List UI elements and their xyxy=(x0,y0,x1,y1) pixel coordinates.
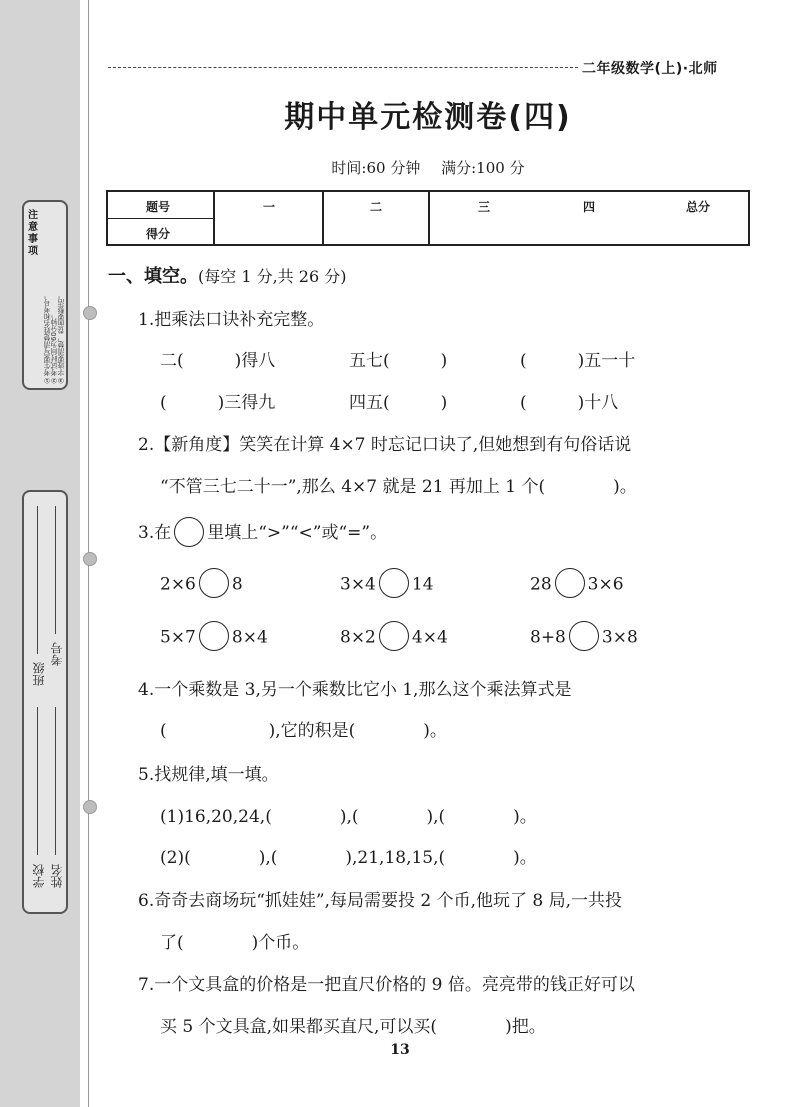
q1-blank-item[interactable]: ( )十八 xyxy=(520,393,619,413)
q5-line-1[interactable]: (1)16,20,24,( ),( ),( )。 xyxy=(160,807,537,827)
q5-line-2[interactable]: (2)( ),( ),21,18,15,( )。 xyxy=(160,848,537,868)
compare-left: 8+8 xyxy=(530,627,566,648)
name-label: 姓名 xyxy=(50,864,64,888)
q6-line-2[interactable]: 了( )个币。 xyxy=(160,933,310,953)
q2-line-1: 2.【新角度】笑笑在计算 4×7 时忘记口诀了,但她想到有句俗话说 xyxy=(138,435,632,455)
col-header-total: 总分 xyxy=(686,200,711,214)
table-divider xyxy=(213,192,215,244)
table-divider xyxy=(322,192,324,244)
compare-circle[interactable] xyxy=(379,568,409,598)
class-write-line[interactable] xyxy=(37,506,38,654)
q2-line-2[interactable]: “不管三七二十一”,那么 4×7 就是 21 再加上 1 个( )。 xyxy=(160,477,637,497)
compare-circle[interactable] xyxy=(199,568,229,598)
exam-number-write-line[interactable] xyxy=(55,506,56,634)
binding-margin xyxy=(0,0,80,1107)
score-table xyxy=(106,190,750,246)
q3-compare-item xyxy=(160,570,243,600)
q5-prompt: 5.找规律,填一填。 xyxy=(138,765,279,785)
q3-prompt-start: 3.在 xyxy=(138,523,172,543)
header-dash-line xyxy=(108,67,578,68)
binding-hole xyxy=(83,306,97,320)
score-label: 得分 xyxy=(146,227,171,241)
col-header-1: 一 xyxy=(263,200,276,214)
school-label: 学校 xyxy=(32,864,46,888)
q3-compare-item xyxy=(530,570,624,600)
compare-circle[interactable] xyxy=(569,621,599,651)
q1-blank-item[interactable]: 五七( ) xyxy=(349,351,448,371)
page-number: 13 xyxy=(390,1042,410,1058)
q7-line-2[interactable]: 买 5 个文具盒,如果都买直尺,可以买( )把。 xyxy=(160,1017,546,1037)
exam-number-label: 考号 xyxy=(50,642,64,666)
compare-left: 3×4 xyxy=(340,574,376,595)
full-score: 满分:100 分 xyxy=(441,159,525,177)
page-title: 期中单元检测卷(四) xyxy=(284,100,572,135)
compare-right: 4×4 xyxy=(411,627,448,648)
question-number-label: 题号 xyxy=(146,200,171,214)
compare-circle[interactable] xyxy=(555,568,585,598)
q7-line-1: 7.一个文具盒的价格是一把直尺价格的 9 倍。亮亮带的钱正好可以 xyxy=(138,975,635,995)
compare-left: 2×6 xyxy=(160,574,196,595)
q3-compare-item xyxy=(160,623,268,653)
q3-compare-item xyxy=(340,570,434,600)
table-divider xyxy=(108,218,214,219)
time-limit: 时间:60 分钟 xyxy=(331,159,421,177)
notice-title: 注意事项 xyxy=(28,210,38,257)
compare-circle[interactable] xyxy=(199,621,229,651)
compare-right: 8×4 xyxy=(231,627,268,648)
table-divider xyxy=(428,192,430,244)
notice-text: ①考生要写清楚姓名和考号。 ②考试时间为60分钟。 ③字迹要清楚，卷面要整洁。 xyxy=(43,292,65,384)
notice-box xyxy=(22,200,68,390)
compare-circle[interactable] xyxy=(379,621,409,651)
col-header-3: 三 xyxy=(478,200,491,214)
compare-right: 8 xyxy=(231,574,243,595)
q3-compare-item xyxy=(530,623,638,653)
school-write-line[interactable] xyxy=(37,707,38,855)
col-header-2: 二 xyxy=(370,200,383,214)
q4-line-1: 4.一个乘数是 3,另一个乘数比它小 1,那么这个乘法算式是 xyxy=(138,680,572,700)
q1-blank-item[interactable]: 四五( ) xyxy=(349,393,448,413)
compare-right: 3×8 xyxy=(601,627,638,648)
binding-hole xyxy=(83,552,97,566)
binding-hole xyxy=(83,800,97,814)
compare-left: 5×7 xyxy=(160,627,196,648)
section-title: 一、填空。 xyxy=(108,266,198,287)
q6-line-1: 6.奇奇去商场玩“抓娃娃”,每局需要投 2 个币,他玩了 8 局,一共投 xyxy=(138,891,623,911)
compare-right: 14 xyxy=(411,574,434,595)
circle-icon xyxy=(174,517,204,547)
compare-right: 3×6 xyxy=(587,574,624,595)
q4-line-2[interactable]: ( ),它的积是( )。 xyxy=(160,721,447,741)
series-label: 二年级数学(上)·北师 xyxy=(582,61,718,77)
exam-meta xyxy=(108,157,748,178)
q1-blank-item[interactable]: ( )五一十 xyxy=(520,351,636,371)
section-heading xyxy=(108,262,346,288)
q1-blank-item[interactable]: 二( )得八 xyxy=(160,351,276,371)
compare-left: 8×2 xyxy=(340,627,376,648)
compare-left: 28 xyxy=(530,574,552,595)
student-info-box xyxy=(22,490,68,914)
section-note: (每空 1 分,共 26 分) xyxy=(198,267,347,286)
q3-prompt xyxy=(138,518,387,549)
q1-prompt: 1.把乘法口诀补充完整。 xyxy=(138,310,325,330)
q1-blank-item[interactable]: ( )三得九 xyxy=(160,393,276,413)
class-label: 班级 xyxy=(32,662,46,686)
name-write-line[interactable] xyxy=(55,707,56,855)
q3-prompt-end: 里填上“>”“<”或“=”。 xyxy=(207,523,388,543)
q3-compare-item xyxy=(340,623,448,653)
col-header-4: 四 xyxy=(583,200,596,214)
